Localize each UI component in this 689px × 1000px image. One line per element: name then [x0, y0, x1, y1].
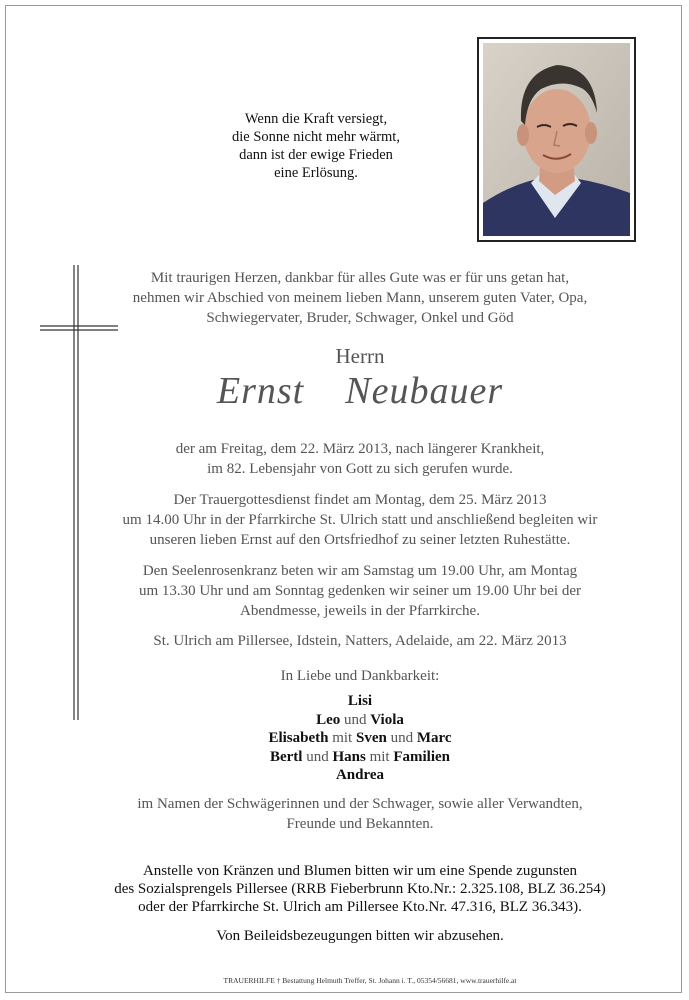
- verse: [186, 110, 446, 182]
- intro-line: Schwiegervater, Bruder, Schwager, Onkel und Göd: [206, 310, 514, 326]
- family-member: Hans: [332, 748, 366, 765]
- verse-line: eine Erlösung.: [274, 165, 358, 181]
- family-list: [185, 692, 535, 785]
- relatives-note: [110, 794, 610, 834]
- rosary-line: Den Seelenrosenkranz beten wir am Samstag um 19.00 Uhr, am Montag: [142, 563, 578, 579]
- footer: [140, 976, 600, 985]
- deceased-name: Ernst Neubauer: [216, 370, 504, 412]
- death-notice: [110, 439, 610, 479]
- family-line: [185, 766, 535, 785]
- relatives-line: im Namen der Schwägerinnen und der Schwager, sowie aller Verwandten,: [137, 796, 583, 812]
- donation-line: Anstelle von Kränzen und Blumen bitten wir um eine Spende zugunsten: [142, 863, 578, 879]
- service-line: um 14.00 Uhr in der Pfarrkirche St. Ulrich statt und anschließend begleiten wir: [122, 512, 598, 528]
- donation-line: oder der Pfarrkirche St. Ulrich am Pillersee Kto.Nr. 47.316, BLZ 36.343).: [138, 899, 582, 915]
- intro-line: nehmen wir Abschied von meinem lieben Mann, unserem guten Vater, Opa,: [132, 290, 588, 306]
- family-member: Sven: [355, 730, 387, 746]
- connector: und: [344, 711, 367, 728]
- intro-text: [110, 268, 610, 328]
- salutation: Herrn: [335, 344, 385, 368]
- condolences-note: Von Beileidsbezeugungen bitten wir abzusehen.: [216, 928, 504, 944]
- candle-icon: †: [276, 976, 281, 985]
- donation-line: des Sozialsprengels Pillersee (RRB Fieberbrunn Kto.Nr.: 2.325.108, BLZ 36.254): [114, 881, 606, 897]
- family-line: [185, 748, 535, 767]
- portrait-frame: [477, 37, 636, 242]
- rosary-info: [110, 561, 610, 621]
- connector: und: [390, 730, 414, 746]
- connector: mit: [369, 748, 390, 765]
- family-member: Andrea: [335, 767, 385, 783]
- death-line: im 82. Lebensjahr von Gott zu sich gerufen wurde.: [207, 461, 513, 477]
- family-line: [185, 711, 535, 730]
- footer-details: Bestattung Helmuth Treffer, St. Johann i. T., 05354/56681, www.trauerhilfe.at: [282, 976, 517, 985]
- donation-request: [110, 862, 610, 916]
- death-line: der am Freitag, dem 22. März 2013, nach längerer Krankheit,: [175, 441, 545, 457]
- family-line: [185, 729, 535, 748]
- family-member: Lisi: [347, 693, 373, 709]
- family-member: Viola: [370, 711, 404, 728]
- family-member: Elisabeth: [268, 730, 329, 746]
- family-line: [185, 692, 535, 711]
- funeral-service: [110, 490, 610, 550]
- cross-icon: [40, 265, 120, 720]
- connector: und: [306, 748, 329, 765]
- relatives-line: Freunde und Bekannten.: [286, 816, 434, 832]
- family-member: Leo: [316, 711, 341, 728]
- rosary-line: Abendmesse, jeweils in der Pfarrkirche.: [240, 603, 480, 619]
- family-member: Bertl: [269, 748, 303, 765]
- service-line: Der Trauergottesdienst findet am Montag, dem 25. März 2013: [173, 492, 547, 508]
- connector: mit: [332, 730, 353, 746]
- in-love-heading: In Liebe und Dankbarkeit:: [280, 668, 440, 684]
- intro-line: Mit traurigen Herzen, dankbar für alles Gute was er für uns getan hat,: [150, 270, 570, 286]
- rosary-line: um 13.30 Uhr und am Sonntag gedenken wir seiner um 19.00 Uhr bei der: [139, 583, 581, 599]
- verse-line: die Sonne nicht mehr wärmt,: [232, 129, 400, 145]
- service-line: unseren lieben Ernst auf den Ortsfriedhof zu seiner letzten Ruhestätte.: [149, 532, 571, 548]
- footer-brand: TRAUERHILFE: [223, 976, 275, 985]
- portrait-photo: [483, 43, 630, 236]
- family-member: Familien: [393, 748, 451, 765]
- verse-line: dann ist der ewige Frieden: [239, 147, 393, 163]
- verse-line: Wenn die Kraft versiegt,: [244, 111, 388, 127]
- place-date: St. Ulrich am Pillersee, Idstein, Natters, Adelaide, am 22. März 2013: [153, 633, 567, 649]
- family-member: Marc: [416, 730, 452, 746]
